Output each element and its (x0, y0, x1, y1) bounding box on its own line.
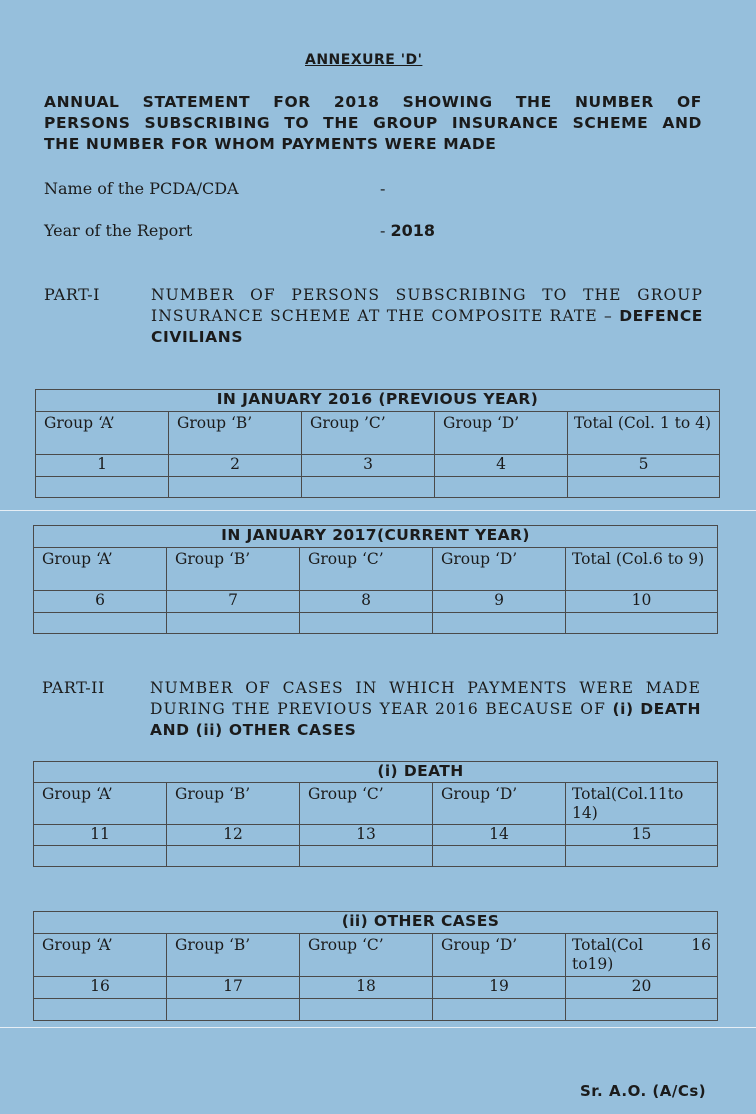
col-number: 9 (433, 591, 566, 613)
group-b-header: Group ‘B’ (167, 548, 300, 591)
empty-cell (300, 846, 433, 867)
group-d-header: Group ‘D’ (433, 548, 566, 591)
empty-cell (302, 477, 435, 498)
col-number: 5 (568, 455, 720, 477)
col-number: 3 (302, 455, 435, 477)
group-c-header: Group ‘C’ (300, 548, 433, 591)
empty-cell (34, 999, 167, 1021)
total-header: Total(Col 16 to19) (566, 934, 718, 977)
col-number: 14 (433, 825, 566, 846)
col-number: 7 (167, 591, 300, 613)
year-dash: - (380, 221, 391, 240)
empty-cell (566, 613, 718, 634)
part2-bold-i: (i) (612, 700, 634, 718)
group-d-header: Group ‘D’ (433, 783, 566, 825)
part1-text (151, 285, 703, 348)
group-a-header: Group ‘A’ (36, 412, 169, 455)
col-number: 2 (169, 455, 302, 477)
col-number: 19 (433, 977, 566, 999)
heading-line-1: ANNUAL STATEMENT FOR 2018 SHOWING THE NUMBER OF (44, 93, 702, 111)
col-number: 17 (167, 977, 300, 999)
signature: Sr. A.O. (A/Cs) (580, 1082, 707, 1100)
empty-cell (435, 477, 568, 498)
part1-label: PART-I (44, 285, 100, 304)
empty-cell (167, 999, 300, 1021)
col-number: 6 (34, 591, 167, 613)
empty-cell (433, 999, 566, 1021)
heading-line-2: PERSONS SUBSCRIBING TO THE GROUP INSURANCE SCHEME AND (44, 114, 702, 132)
group-d-header: Group ‘D’ (433, 934, 566, 977)
col-number: 18 (300, 977, 433, 999)
empty-cell (566, 846, 718, 867)
year-number: 2018 (390, 221, 436, 240)
pcda-value: - (380, 179, 386, 198)
statement-heading (44, 92, 702, 155)
empty-cell (433, 613, 566, 634)
group-c-header: Group ‘C’ (300, 934, 433, 977)
part2-body: NUMBER OF CASES IN WHICH PAYMENTS WERE MADE DURING THE PREVIOUS YEAR 2016 BECAUSE OF (150, 679, 701, 718)
col-number: 20 (566, 977, 718, 999)
year-value (380, 221, 435, 240)
col-number: 16 (34, 977, 167, 999)
annexure-title: ANNEXURE 'D' (305, 52, 423, 68)
group-a-header: Group ‘A’ (34, 934, 167, 977)
empty-cell (36, 477, 169, 498)
empty-cell (566, 999, 718, 1021)
part1-body: NUMBER OF PERSONS SUBSCRIBING TO THE GROUP INSURANCE SCHEME AT THE COMPOSITE RATE – (151, 286, 703, 325)
col-number: 12 (167, 825, 300, 846)
table-jan-2017 (33, 525, 718, 634)
table-title: (i) DEATH (34, 762, 718, 783)
table-death (33, 761, 718, 867)
heading-line-3: THE NUMBER FOR WHOM PAYMENTS WERE MADE (44, 135, 497, 153)
group-a-header: Group ‘A’ (34, 783, 167, 825)
group-b-header: Group ‘B’ (167, 783, 300, 825)
group-a-header: Group ‘A’ (34, 548, 167, 591)
empty-cell (300, 613, 433, 634)
table-jan-2016 (35, 389, 720, 498)
group-c-header: Group ‘C’ (300, 783, 433, 825)
col-number: 8 (300, 591, 433, 613)
empty-cell (568, 477, 720, 498)
empty-cell (34, 613, 167, 634)
table-other-cases (33, 911, 718, 1021)
table-title: (ii) OTHER CASES (34, 912, 718, 934)
empty-cell (167, 846, 300, 867)
empty-cell (433, 846, 566, 867)
col-number: 11 (34, 825, 167, 846)
col-number: 10 (566, 591, 718, 613)
col-number: 1 (36, 455, 169, 477)
group-c-header: Group ’C’ (302, 412, 435, 455)
col-number: 4 (435, 455, 568, 477)
part2-bold: DEATH AND (ii) OTHER CASES (150, 700, 702, 739)
total-header: Total (Col.6 to 9) (566, 548, 718, 591)
part2-label: PART-II (42, 678, 105, 697)
part2-text (150, 678, 701, 741)
empty-cell (167, 613, 300, 634)
col-number: 15 (566, 825, 718, 846)
empty-cell (169, 477, 302, 498)
part1-bold: DEFENCE CIVILIANS (151, 307, 703, 346)
table-title: IN JANUARY 2016 (PREVIOUS YEAR) (36, 390, 720, 412)
total-header: Total (Col. 1 to 4) (568, 412, 720, 455)
empty-cell (34, 846, 167, 867)
pcda-label: Name of the PCDA/CDA (44, 179, 239, 198)
col-number: 13 (300, 825, 433, 846)
group-b-header: Group ‘B’ (169, 412, 302, 455)
empty-cell (300, 999, 433, 1021)
group-b-header: Group ‘B’ (167, 934, 300, 977)
year-label: Year of the Report (44, 221, 193, 240)
group-d-header: Group ‘D’ (435, 412, 568, 455)
total-header: Total(Col.11to 14) (566, 783, 718, 825)
table-title: IN JANUARY 2017(CURRENT YEAR) (34, 526, 718, 548)
